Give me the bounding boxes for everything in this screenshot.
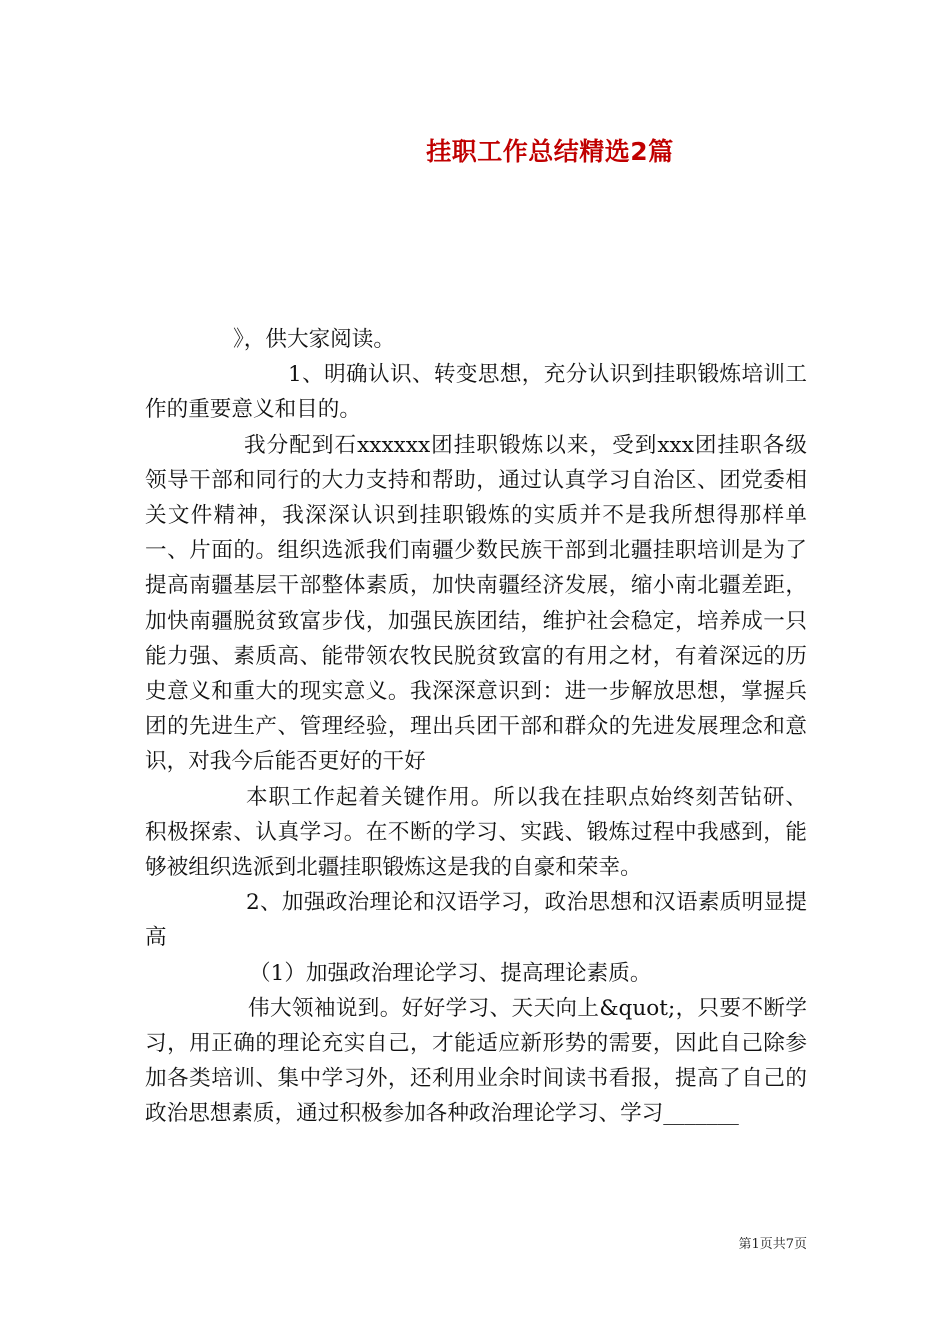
document-title: 挂职工作总结精选2篇 bbox=[426, 137, 674, 166]
page-number: 第1页共7页 bbox=[738, 1237, 807, 1252]
paragraph-subheading-1: （1）加强政治理论学习、提高理论素质。 bbox=[249, 960, 652, 986]
paragraph-body-3: 伟大领袖说到。好好学习、天天向上&quot;，只要不断学习，用正确的理论充实自己，才能适应新形势的需要，因此自己除参加各类培训、集中学习外，还利用业余时间读书看报，提高了自己的政治思想素质，通过积极参加各种政治理论学习、学习_______ bbox=[145, 995, 807, 1127]
document-body bbox=[145, 322, 807, 1132]
paragraph-heading-2: 2、加强政治理论和汉语学习，政治思想和汉语素质明显提高 bbox=[145, 890, 807, 951]
paragraph-heading-1: 1、明确认识、转变思想，充分认识到挂职锻炼培训工作的重要意义和目的。 bbox=[145, 362, 807, 423]
paragraph-body-2: 本职工作起着关键作用。所以我在挂职点始终刻苦钻研、积极探索、认真学习。在不断的学习、实践、锻炼过程中我感到，能够被组织选派到北疆挂职锻炼这是我的自豪和荣幸。 bbox=[145, 784, 807, 881]
paragraph-body-1: 我分配到石xxxxxx团挂职锻炼以来，受到xxx团挂职各级领导干部和同行的大力支持和帮助，通过认真学习自治区、团党委相关文件精神，我深深认识到挂职锻炼的实质并不是我所想得那样单一、片面的。组织选派我们南疆少数民族干部到北疆挂职培训是为了提高南疆基层干部整体素质，加快南疆经济发展，缩小南北疆差距，加快南疆脱贫致富步伐，加强民族团结，维护社会稳定，培养成一只能力强、素质高、能带领农牧民脱贫致富的有用之材，有着深远的历史意义和重大的现实意义。我深深意识到：进一步解放思想，掌握兵团的先进生产、管理经验，理出兵团干部和群众的先进发展理念和意识，对我今后能否更好的干好 bbox=[145, 432, 807, 775]
paragraph-intro: 》，供大家阅读。 bbox=[233, 327, 395, 352]
